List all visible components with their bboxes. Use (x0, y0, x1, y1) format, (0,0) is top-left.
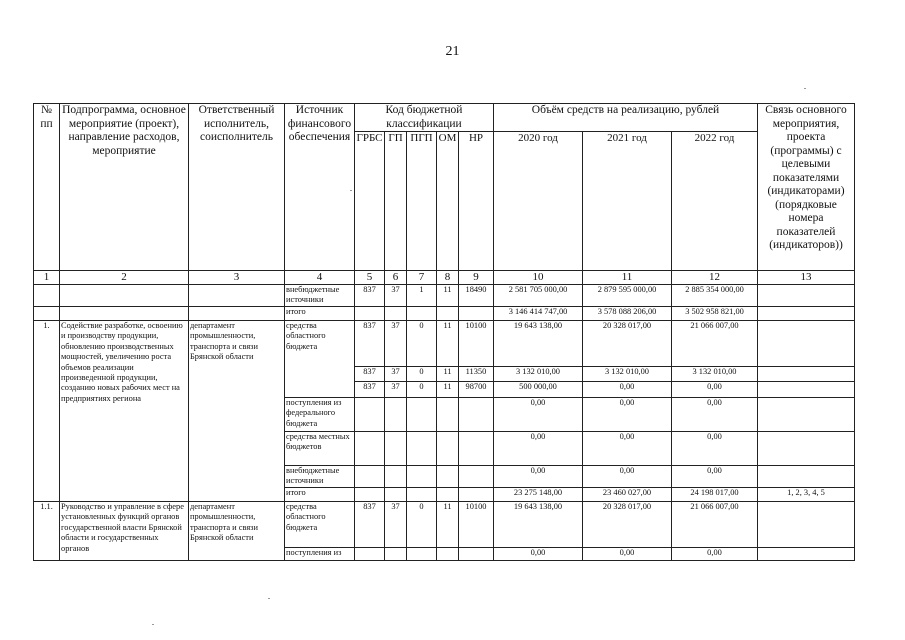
cell-code (459, 398, 494, 432)
cell-code (407, 307, 437, 321)
cell-code: 0 (407, 382, 437, 398)
cell-code (459, 488, 494, 502)
cell-code (355, 488, 385, 502)
cell-amount: 0,00 (583, 398, 672, 432)
column-number: 8 (437, 271, 459, 285)
cell-amount: 0,00 (672, 398, 758, 432)
cell-code (407, 466, 437, 488)
cell-amount: 23 460 027,00 (583, 488, 672, 502)
header-code-nr: НР (459, 132, 494, 271)
table-row (34, 307, 855, 321)
cell-amount: 2 885 354 000,00 (672, 285, 758, 307)
cell-code: 37 (385, 382, 407, 398)
cell-amount: 3 146 414 747,00 (494, 307, 583, 321)
cell-amount: 0,00 (583, 548, 672, 561)
cell-no: 1.1. (34, 502, 60, 561)
cell-code: 11 (437, 285, 459, 307)
cell-link (758, 321, 855, 367)
cell-source: поступления из федерального бюджета (285, 398, 355, 432)
cell-code (355, 548, 385, 561)
cell-amount: 3 132 010,00 (583, 367, 672, 382)
cell-amount: 0,00 (672, 548, 758, 561)
table-row (34, 321, 855, 367)
column-number: 11 (583, 271, 672, 285)
header-code-pgp: ПГП (407, 132, 437, 271)
cell-source: итого (285, 307, 355, 321)
cell-amount: 19 643 138,00 (494, 502, 583, 548)
column-number: 13 (758, 271, 855, 285)
cell-code: 10100 (459, 502, 494, 548)
cell-source: внебюджетные источники (285, 285, 355, 307)
cell-amount: 0,00 (583, 466, 672, 488)
cell-link (758, 432, 855, 466)
header-activity: Подпрограмма, основное мероприятие (проект), направление расходов, мероприятие (60, 104, 189, 271)
cell-code (437, 307, 459, 321)
page-number: 21 (445, 44, 460, 59)
cell-code (385, 466, 407, 488)
cell-amount: 21 066 007,00 (672, 321, 758, 367)
cell-amount: 21 066 007,00 (672, 502, 758, 548)
cell-link (758, 502, 855, 548)
cell-activity (60, 285, 189, 307)
cell-amount: 20 328 017,00 (583, 321, 672, 367)
cell-source: поступления из (285, 548, 355, 561)
column-number: 7 (407, 271, 437, 285)
header-code-grbs: ГРБС (355, 132, 385, 271)
cell-code (385, 432, 407, 466)
cell-executor (189, 285, 285, 307)
cell-code (385, 488, 407, 502)
cell-code: 0 (407, 367, 437, 382)
cell-code (459, 466, 494, 488)
cell-no (34, 285, 60, 307)
cell-amount: 0,00 (494, 398, 583, 432)
cell-code (437, 548, 459, 561)
cell-code (437, 398, 459, 432)
cell-code: 0 (407, 502, 437, 548)
cell-source: средства местных бюджетов (285, 432, 355, 466)
cell-code: 37 (385, 285, 407, 307)
cell-amount: 0,00 (494, 466, 583, 488)
cell-code: 11350 (459, 367, 494, 382)
header-indicator-link: Связь основного мероприятия, проекта (программы) с целевыми показателями (индикаторами) (порядковые номера показателей (индикаторов)) (758, 104, 855, 271)
header-budget-classification: Код бюджетной классификации (355, 104, 494, 132)
cell-no: 1. (34, 321, 60, 502)
cell-code (385, 398, 407, 432)
cell-amount: 3 132 010,00 (494, 367, 583, 382)
cell-code: 11 (437, 321, 459, 367)
cell-code (407, 432, 437, 466)
cell-code (437, 432, 459, 466)
cell-link (758, 382, 855, 398)
header-funding-volume: Объём средств на реализацию, рублей (494, 104, 758, 132)
cell-activity (60, 307, 189, 321)
cell-code: 18490 (459, 285, 494, 307)
cell-amount: 0,00 (672, 382, 758, 398)
header-no: № пп (34, 104, 60, 271)
cell-activity: Руководство и управление в сфере установленных функций органов государственной власти Брянской области и государственных органов (60, 502, 189, 561)
cell-code (459, 307, 494, 321)
header-code-om: ОМ (437, 132, 459, 271)
cell-no (34, 307, 60, 321)
cell-executor (189, 307, 285, 321)
cell-amount: 0,00 (583, 382, 672, 398)
cell-code (459, 432, 494, 466)
cell-code: 11 (437, 502, 459, 548)
cell-source: средства областного бюджета (285, 321, 355, 398)
cell-activity: Содействие разработке, освоению и производству продукции, обновлению производственных мощностей, увеличению роста объемов реализации произведенной продукции, созданию новых рабочих мест на предприятиях региона (60, 321, 189, 502)
cell-link (758, 466, 855, 488)
cell-amount: 0,00 (494, 432, 583, 466)
cell-code: 11 (437, 382, 459, 398)
cell-code (385, 307, 407, 321)
cell-amount: 0,00 (583, 432, 672, 466)
table-row (34, 285, 855, 307)
cell-code: 837 (355, 382, 385, 398)
cell-code: 1 (407, 285, 437, 307)
cell-code (355, 466, 385, 488)
header-source: Источник финансового обеспечения (285, 104, 355, 271)
column-number: 10 (494, 271, 583, 285)
table-row (34, 502, 855, 548)
cell-code (355, 307, 385, 321)
cell-code (385, 548, 407, 561)
cell-code: 837 (355, 502, 385, 548)
cell-code (437, 488, 459, 502)
header-code-gp: ГП (385, 132, 407, 271)
cell-source: внебюджетные источники (285, 466, 355, 488)
cell-source: итого (285, 488, 355, 502)
cell-amount: 2 879 595 000,00 (583, 285, 672, 307)
cell-amount: 500 000,00 (494, 382, 583, 398)
cell-amount: 0,00 (494, 548, 583, 561)
cell-code (437, 466, 459, 488)
cell-executor: департамент промышленности, транспорта и связи Брянской области (189, 321, 285, 502)
cell-amount: 3 578 088 206,00 (583, 307, 672, 321)
cell-amount: 24 198 017,00 (672, 488, 758, 502)
column-number: 3 (189, 271, 285, 285)
cell-code: 37 (385, 321, 407, 367)
cell-amount: 3 502 958 821,00 (672, 307, 758, 321)
cell-code: 0 (407, 321, 437, 367)
cell-executor: департамент промышленности, транспорта и связи Брянской области (189, 502, 285, 561)
column-number: 6 (385, 271, 407, 285)
cell-link (758, 548, 855, 561)
header-executor: Ответственный исполнитель, соисполнитель (189, 104, 285, 271)
cell-source: средства областного бюджета (285, 502, 355, 548)
cell-code: 837 (355, 285, 385, 307)
column-number: 9 (459, 271, 494, 285)
cell-amount: 0,00 (672, 432, 758, 466)
scan-speck (268, 598, 270, 599)
cell-link: 1, 2, 3, 4, 5 (758, 488, 855, 502)
cell-code: 37 (385, 367, 407, 382)
cell-link (758, 285, 855, 307)
cell-amount: 20 328 017,00 (583, 502, 672, 548)
cell-link (758, 367, 855, 382)
scan-speck (804, 88, 806, 89)
cell-code: 98700 (459, 382, 494, 398)
cell-code (355, 398, 385, 432)
column-number: 12 (672, 271, 758, 285)
column-number: 2 (60, 271, 189, 285)
cell-code: 837 (355, 367, 385, 382)
header-year-2022: 2022 год (672, 132, 758, 271)
cell-amount: 23 275 148,00 (494, 488, 583, 502)
cell-code (407, 488, 437, 502)
cell-code (407, 398, 437, 432)
header-year-2020: 2020 год (494, 132, 583, 271)
column-number: 4 (285, 271, 355, 285)
column-number: 1 (34, 271, 60, 285)
cell-code (355, 432, 385, 466)
budget-table (33, 103, 855, 561)
cell-code: 11 (437, 367, 459, 382)
cell-link (758, 307, 855, 321)
cell-amount: 0,00 (672, 466, 758, 488)
scan-speck (350, 190, 352, 191)
cell-code: 10100 (459, 321, 494, 367)
cell-amount: 19 643 138,00 (494, 321, 583, 367)
cell-code: 837 (355, 321, 385, 367)
cell-amount: 3 132 010,00 (672, 367, 758, 382)
cell-code (459, 548, 494, 561)
header-year-2021: 2021 год (583, 132, 672, 271)
cell-link (758, 398, 855, 432)
cell-amount: 2 581 705 000,00 (494, 285, 583, 307)
cell-code: 37 (385, 502, 407, 548)
column-number: 5 (355, 271, 385, 285)
cell-code (407, 548, 437, 561)
scan-speck (152, 624, 154, 625)
